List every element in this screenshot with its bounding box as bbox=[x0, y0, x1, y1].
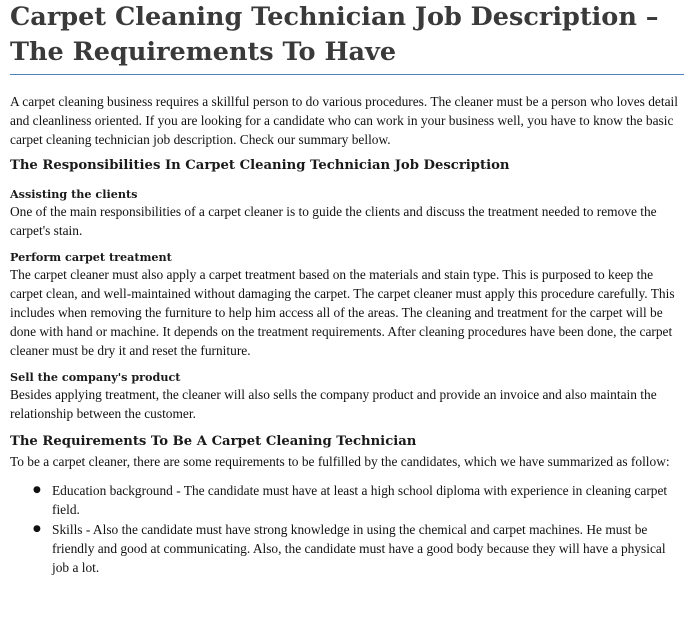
document-page bbox=[10, 0, 684, 578]
responsibility-text: Besides applying treatment, the cleaner will also sells the company product and provide an invoice and also maintain the relationship between the customer. bbox=[10, 387, 657, 421]
responsibility-carpet-treatment bbox=[10, 249, 684, 360]
requirements-heading: The Requirements To Be A Carpet Cleaning Technician bbox=[10, 434, 417, 449]
intro-paragraph: A carpet cleaning business requires a skillful person to do various procedures. The cleaner must be a person who loves detail and cleanliness oriented. If you are looking for a candidate who can work in your business well, you have to know the basic carpet cleaning technician job description. Check our summary bellow. bbox=[10, 94, 678, 147]
list-item bbox=[33, 520, 684, 577]
requirements-list bbox=[10, 481, 684, 577]
bullet-icon: ● bbox=[33, 524, 41, 534]
requirements-intro: To be a carpet cleaner, there are some requirements to be fulfilled by the candidates, which we have summarized as follow: bbox=[10, 454, 670, 469]
responsibility-title: Perform carpet treatment bbox=[10, 250, 172, 264]
responsibility-text: One of the main responsibilities of a carpet cleaner is to guide the clients and discuss the treatment needed to remove the carpet's stain. bbox=[10, 204, 657, 238]
responsibility-assisting-clients bbox=[10, 186, 684, 240]
responsibility-sell-product bbox=[10, 369, 684, 423]
responsibility-text: The carpet cleaner must also apply a carpet treatment based on the materials and stain type. This is purposed to keep the carpet clean, and well-maintained without damaging the carpet. The carpet cleaner must apply this procedure carefully. This includes when removing the furniture to help him access all of the areas. The cleaning and treatment for the carpet will be done with hand or machine. It depends on the treatment requirements. After cleaning procedures have been done, the carpet cleaner must be dry it and reset the furniture. bbox=[10, 267, 675, 358]
responsibility-title: Assisting the clients bbox=[10, 187, 138, 201]
list-item bbox=[33, 481, 684, 519]
list-item-text: Education background - The candidate must have at least a high school diploma with experience in cleaning carpet field. bbox=[52, 483, 668, 517]
responsibility-title: Sell the company's product bbox=[10, 370, 181, 384]
document-title: Carpet Cleaning Technician Job Description – The Requirements To Have bbox=[10, 2, 659, 67]
title-divider bbox=[10, 74, 684, 75]
responsibilities-heading: The Responsibilities In Carpet Cleaning Technician Job Description bbox=[10, 158, 510, 173]
list-item-text: Skills - Also the candidate must have strong knowledge in using the chemical and carpet machines. He must be friendly and good at communicating. Also, the candidate must have a good body because they will have a physical job a lot. bbox=[52, 522, 666, 575]
bullet-icon: ● bbox=[33, 485, 41, 495]
